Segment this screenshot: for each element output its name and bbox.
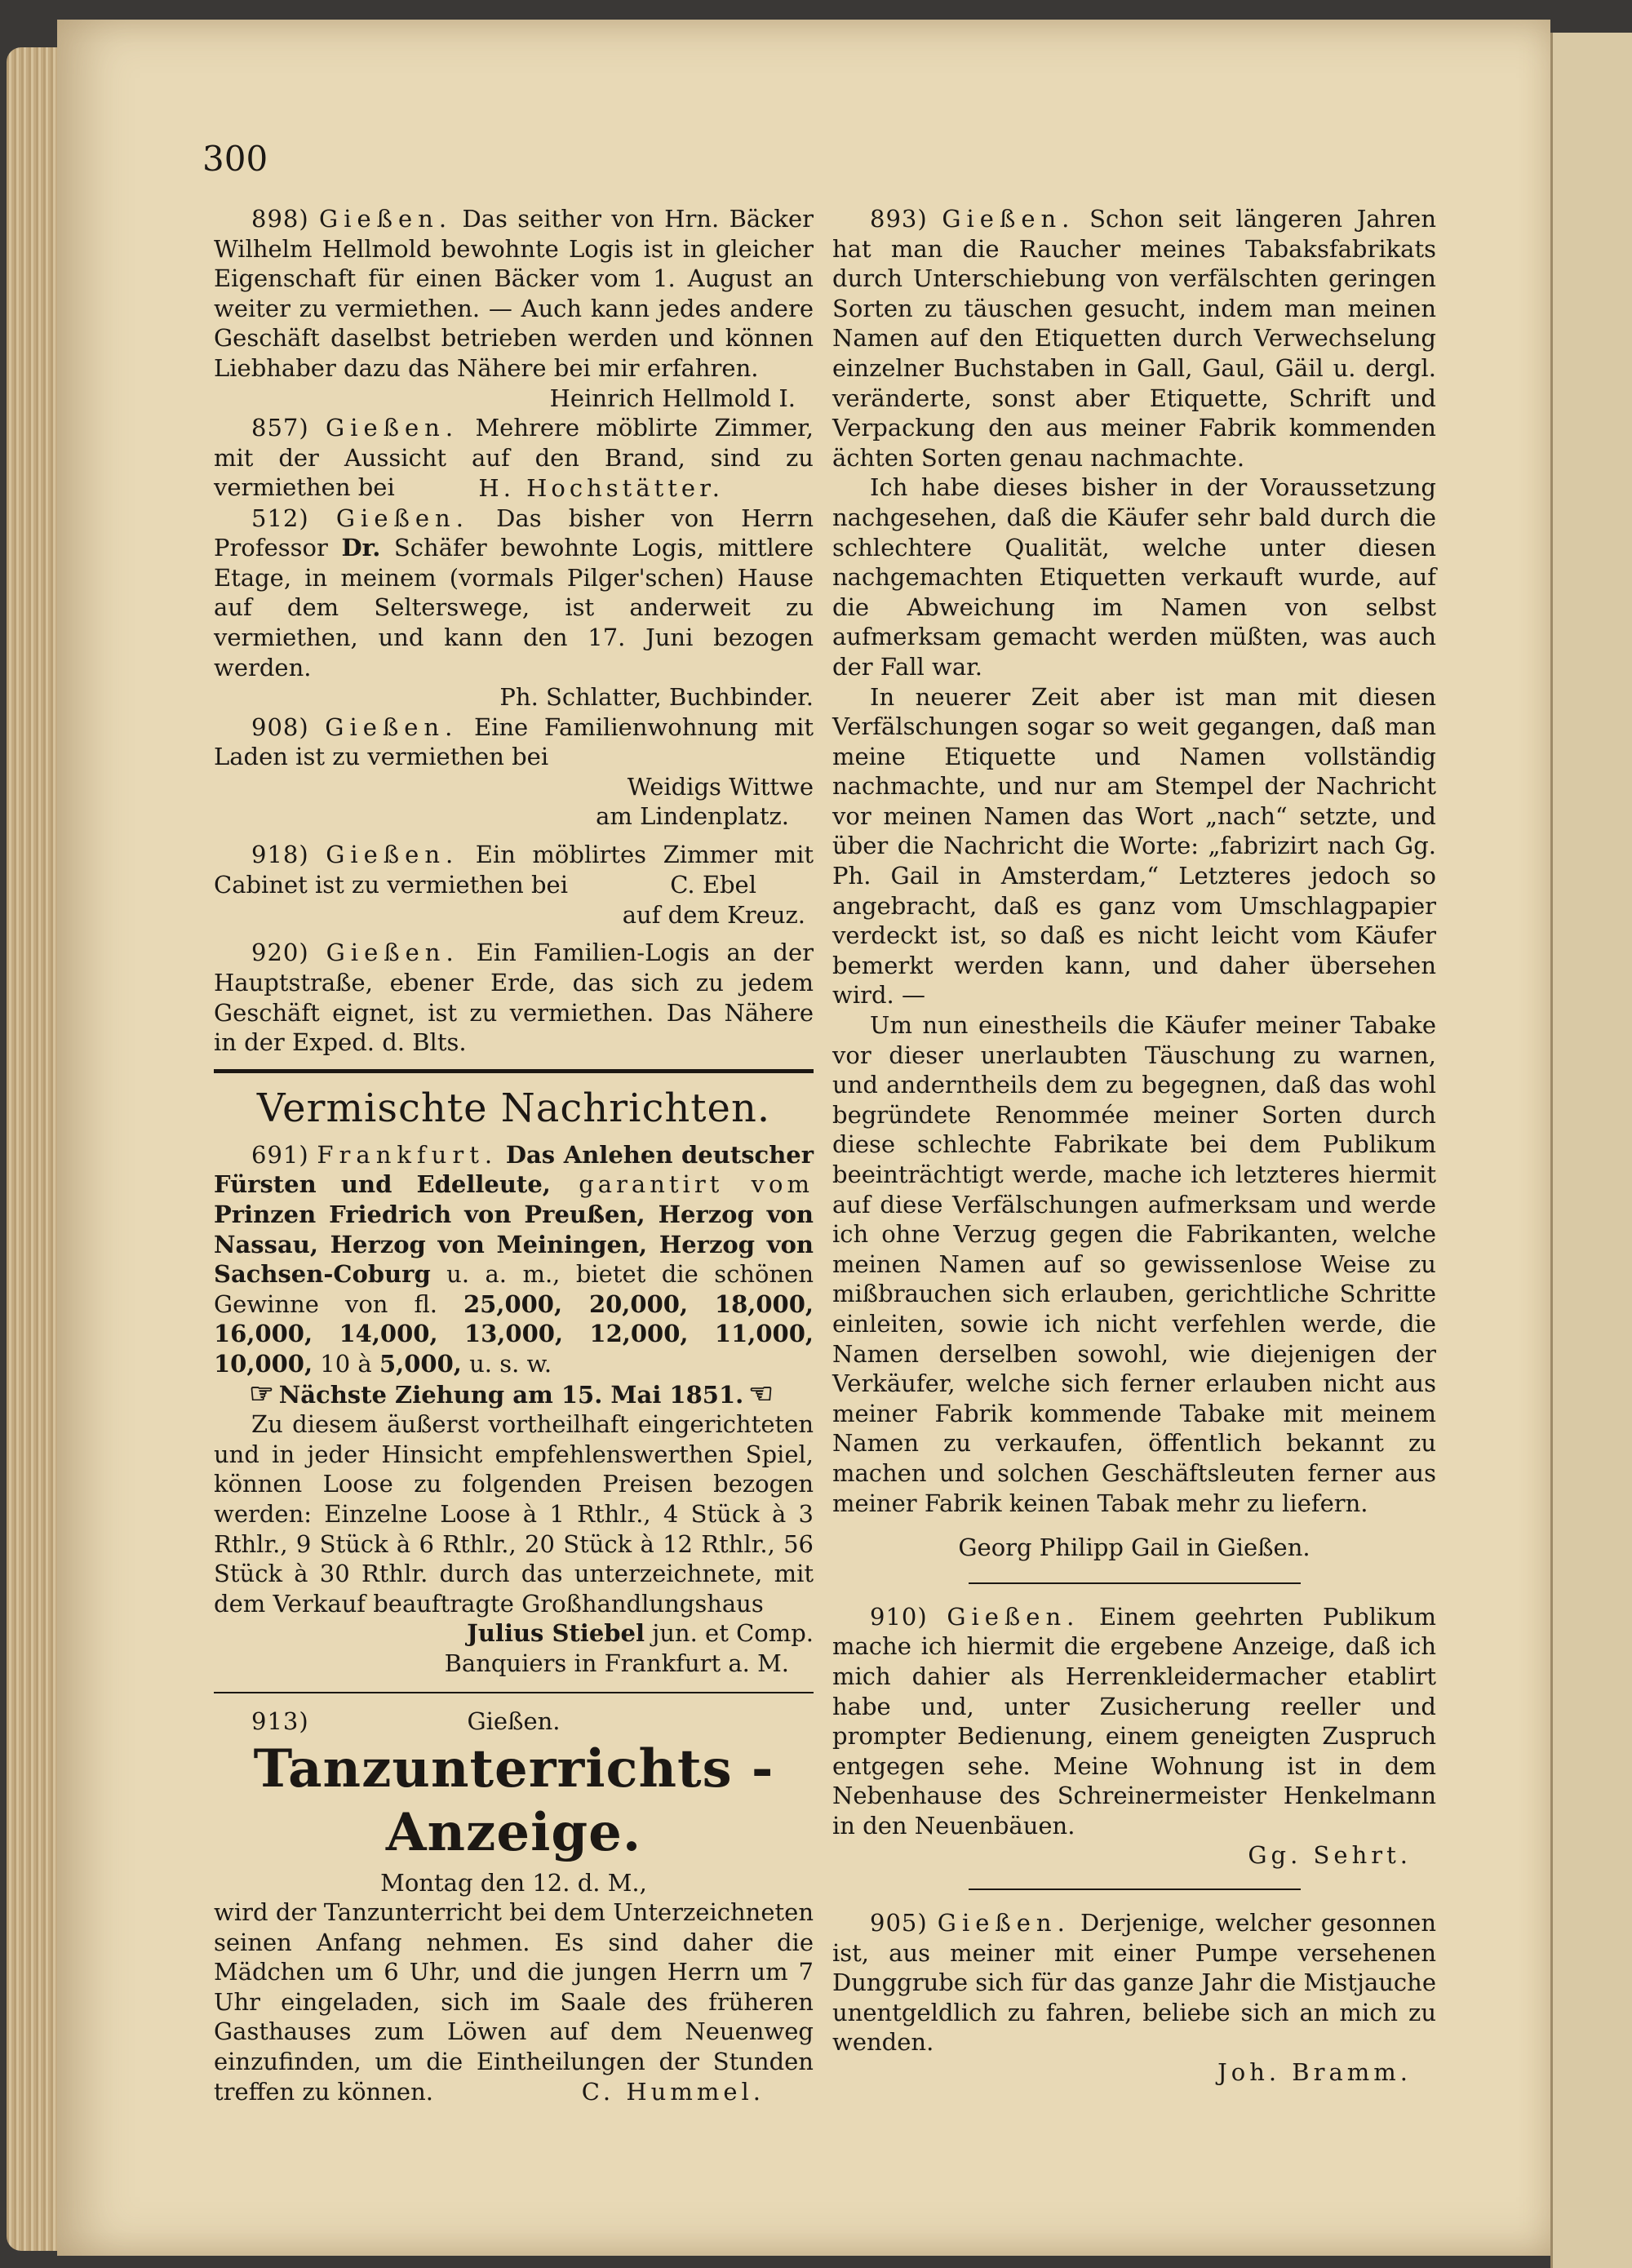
ad-text-pre: Das bisher von Herrn Professor xyxy=(214,504,814,562)
ad-signature: Georg Philipp Gail in Gießen. xyxy=(958,1533,1310,1562)
ad-signature: Gg. Sehrt. xyxy=(1248,1841,1412,1870)
ad-signature-bold: Julius Stiebel xyxy=(467,1619,645,1648)
ad-number: 913) xyxy=(251,1707,309,1735)
ad-place: Gießen. xyxy=(319,205,453,233)
dance-date-line: Montag den 12. d. M., xyxy=(380,1868,647,1897)
ad-893-para1 xyxy=(832,204,1436,473)
ad-text: Einem geehrten Publikum mache ich hiermit die ergebene Anzeige, daß ich mich dahier als Herrenkleidermacher etablirt habe und, unter Zusicherung reeller und prompter Bedienung, einem geneigten Zuspruch entgegen sehe. Meine Wohnung ist in dem Nebenhause des Schreinermeister Henkelmann in den Neuenbäuen. xyxy=(832,1602,1437,1840)
ad-signature-line1: C. Ebel xyxy=(670,871,756,899)
next-draw-text: Nächste Ziehung am 15. Mai 1851. xyxy=(278,1380,744,1409)
ad-905-body xyxy=(832,1908,1436,2057)
ad-910 xyxy=(832,1602,1436,1871)
ad-bold-5000: 5,000, xyxy=(379,1349,462,1378)
ad-857 xyxy=(214,413,814,503)
ad-number: 908) xyxy=(251,712,309,741)
pointing-hand-left-icon: ☜ xyxy=(748,1377,774,1410)
ad-908-body xyxy=(214,712,814,772)
ad-number: 910) xyxy=(870,1602,928,1631)
ad-920-body xyxy=(214,938,814,1057)
ad-text: Ein möblirtes Zimmer mit Cabinet ist zu vermiethen bei xyxy=(214,841,814,899)
section-divider xyxy=(214,1069,814,1073)
ad-text-post: Schäfer bewohnte Logis, mittlere Etage, in meinem (vormals Pilger'schen) Hause auf dem Selterswege, ist anderweit zu vermiethen, und kann den 17. Juni bezogen werden. xyxy=(214,534,814,681)
ad-text: Mehrere möblirte Zimmer, mit der Aussicht auf den Brand, sind zu vermiethen bei xyxy=(214,414,814,502)
ad-512 xyxy=(214,504,814,712)
ad-signature-rest: jun. et Comp. xyxy=(645,1619,814,1648)
ad-place: Gießen. xyxy=(942,205,1075,233)
ad-guaranteed: garantirt vom xyxy=(550,1170,814,1199)
ad-898-body xyxy=(214,204,814,384)
ad-signature-line2: auf dem Kreuz. xyxy=(622,900,805,929)
ad-913 xyxy=(214,1707,814,2107)
ad-place: Gießen. xyxy=(335,504,469,532)
ad-512-body xyxy=(214,504,814,683)
ad-898 xyxy=(214,204,814,413)
ad-signature: Ph. Schlatter, Buchbinder. xyxy=(499,683,814,712)
section-heading: Vermischte Nachrichten. xyxy=(256,1085,771,1131)
ad-893-para4: Um nun einestheils die Käufer meiner Tabake vor dieser unerlaubten Täuschung zu warnen, und anderntheils dem zu begegnen, daß das wohl begründete Renommée meiner Sorten durch diese schlechte Fabrikate bei dem Publikum beeinträchtigt werde, mache ich letzteres hiermit auf diese Verfälschungen aufmerksam und werde ich ohne Verzug gegen die Fabrikanten, welche meinen Namen auf so gewissenlose Weise zu mißbrauchen sich erlauben, gerichtliche Schritte einleiten, sowie ich nicht verfehlen werde, die Namen derselben sowohl, wie diejenigen der Verkäufer, welche sich ferner erlauben nicht aus meiner Fabrik kommende Tabake mit meinem Namen zu verkaufen, öffentlich bekannt zu machen und solchen Geschäftsleuten ferner aus meiner Fabrik keinen Tabak mehr zu liefern. xyxy=(832,1011,1436,1517)
ad-place: Gießen. xyxy=(326,841,459,869)
ad-number: 918) xyxy=(251,841,309,869)
ad-prizes-tail: 10 à xyxy=(313,1349,379,1378)
next-draw-line xyxy=(214,1379,814,1410)
ad-text: Eine Familienwohnung mit Laden ist zu vermiethen bei xyxy=(214,712,814,771)
ad-signature-line2: Banquiers in Frankfurt a. M. xyxy=(444,1649,789,1677)
ad-number: 905) xyxy=(870,1909,928,1937)
ad-691-intro xyxy=(214,1140,814,1379)
ad-place: Gießen. xyxy=(325,712,459,741)
ad-number: 512) xyxy=(251,504,309,532)
ad-893-para2: Ich habe dieses bisher in der Voraussetzung nachgesehen, daß die Käufer sehr bald durch die schlechtere Qualität, welche unter diesen nachgemachten Etiquetten verkauft wurde, auf die Abweichung im Namen von selbst aufmerksam gemacht werden müßten, was auch der Fall war. xyxy=(832,473,1436,681)
pointing-hand-icon: ☞ xyxy=(249,1377,274,1410)
ad-signature: H. Hochstätter. xyxy=(478,473,724,502)
ad-place: Gießen. xyxy=(326,939,459,967)
ad-913-header xyxy=(214,1707,814,1736)
ad-signature: C. Hummel. xyxy=(581,2078,765,2106)
ad-place: Gießen. xyxy=(326,414,459,442)
ad-signature-line1: Weidigs Wittwe xyxy=(627,772,814,801)
ad-place: Gießen. xyxy=(467,1707,561,1735)
ad-bold-princes: Prinzen Friedrich von Preußen, Herzog von Nassau, Herzog von Meiningen, Herzog von Sachsen-Coburg xyxy=(214,1201,814,1289)
ad-text: wird der Tanzunterricht bei dem Unterzeichneten seinen Anfang nehmen. Es sind daher die Mädchen um 6 Uhr, und die jungen Herrn um 7 Uhr eingeladen, sich im Saale des früheren Gasthauses zum Löwen auf dem Neuenweg einzufinden, um die Eintheilungen der Stunden treffen zu können. xyxy=(214,1898,814,2106)
ad-910-body xyxy=(832,1602,1436,1841)
ad-text: Schon seit längeren Jahren hat man die Raucher meines Tabaksfabrikats durch Unterschiebung von verfälschten geringen Sorten zu täuschen gesucht, indem man meinen Namen auf den Etiquetten durch Verwechselung einzelner Buchstaben in Gall, Gaul, Gäil u. dergl. veränderte, sonst aber Etiquette, Schrift und Verpackung den aus meiner Fabrik kommenden ächten Sorten genau nachmachte. xyxy=(832,205,1437,472)
ad-text-bold: Dr. xyxy=(341,534,381,562)
ad-bold-intro: Das Anlehen deutscher Fürsten und Edelleute, xyxy=(214,1140,814,1199)
ad-signature xyxy=(214,1618,814,1649)
ad-signature: Joh. Bramm. xyxy=(1217,2058,1412,2087)
facing-page-edge xyxy=(1550,33,1632,2268)
ad-920 xyxy=(214,938,814,1057)
ad-prizes-end: u. s. w. xyxy=(461,1349,552,1378)
ad-number: 893) xyxy=(870,205,928,233)
ad-691 xyxy=(214,1140,814,1679)
ad-divider xyxy=(969,1889,1301,1890)
ad-text: Zu diesem äußerst vortheilhaft eingerichteten und in jeder Hinsicht empfehlenswerthen Spiel, können Loose zu folgenden Preisen bezogen werden: Einzelne Loose à 1 Rthlr., 4 Stück à 3 Rthlr., 9 Stück à 6 Rthlr., 20 Stück à 12 Rthlr., 56 Stück à 30 Rthlr. durch das unterzeichnete, mit dem Verkauf beauftragte Großhandlungshaus xyxy=(214,1410,814,1618)
ad-908 xyxy=(214,712,814,832)
ad-893-para3: In neuerer Zeit aber ist man mit diesen Verfälschungen sogar so weit gegangen, daß man meine Etiquette und Namen vollständig nachmachte, und nur am Stempel der Nachricht vor meinen Namen das Wort „nach“ setzte, und über die Nachricht die Worte: „fabrizirt nach Gg. Ph. Gail in Amsterdam,“ Letzteres jedoch so angebracht, daß es ganz vom Umschlagpapier verdeckt ist, so daß es nicht leicht vom Käufer bemerkt werden kann, und daher übersehen wird. — xyxy=(832,682,1436,1010)
ad-691-body xyxy=(214,1409,814,1618)
ad-prizes-text: u. a. m., bietet die schönen Gewinne von fl. xyxy=(214,1260,814,1318)
dance-lesson-title: Tanzunterrichts - Anzeige. xyxy=(253,1738,774,1863)
ad-place: Gießen. xyxy=(937,1909,1071,1937)
ad-905 xyxy=(832,1908,1436,2088)
ad-893 xyxy=(832,204,1436,1563)
ad-number: 691) xyxy=(251,1140,309,1169)
ad-number: 920) xyxy=(251,939,309,967)
page-number: 300 xyxy=(202,139,268,179)
ad-number: 898) xyxy=(251,205,309,233)
ad-bold-prizes: 25,000, 20,000, 18,000, 16,000, 14,000, 13,000, 12,000, 11,000, 10,000, xyxy=(214,1289,814,1378)
ad-signature: Heinrich Hellmold I. xyxy=(549,384,796,412)
right-column xyxy=(832,204,1436,2088)
ad-place: Frankfurt. xyxy=(317,1140,499,1169)
ad-text: Ein Familien-Logis an der Hauptstraße, ebener Erde, das sich zu jedem Geschäft eignet, ist zu vermiethen. Das Nähere in der Exped. d. Blts. xyxy=(214,939,814,1057)
ad-text: Das seither von Hrn. Bäcker Wilhelm Hellmold bewohnte Logis ist in gleicher Eigenschaft für einen Bäcker vom 1. August an weiter zu vermiethen. — Auch kann jedes andere Geschäft daselbst betrieben werden und können Liebhaber dazu das Nähere bei mir erfahren. xyxy=(214,205,814,382)
ad-divider xyxy=(214,1692,814,1693)
ad-place: Gießen. xyxy=(947,1602,1080,1631)
ad-number: 857) xyxy=(251,414,309,442)
ad-918 xyxy=(214,840,814,930)
ad-text: Derjenige, welcher gesonnen ist, aus meiner mit einer Pumpe versehenen Dunggrube sich für das ganze Jahr die Mistjauche unentgeldlich zu fahren, beliebe sich an mich zu wenden. xyxy=(832,1909,1437,2057)
left-column xyxy=(214,204,814,2107)
ad-divider xyxy=(969,1582,1301,1584)
ad-signature-line2: am Lindenplatz. xyxy=(596,802,789,831)
